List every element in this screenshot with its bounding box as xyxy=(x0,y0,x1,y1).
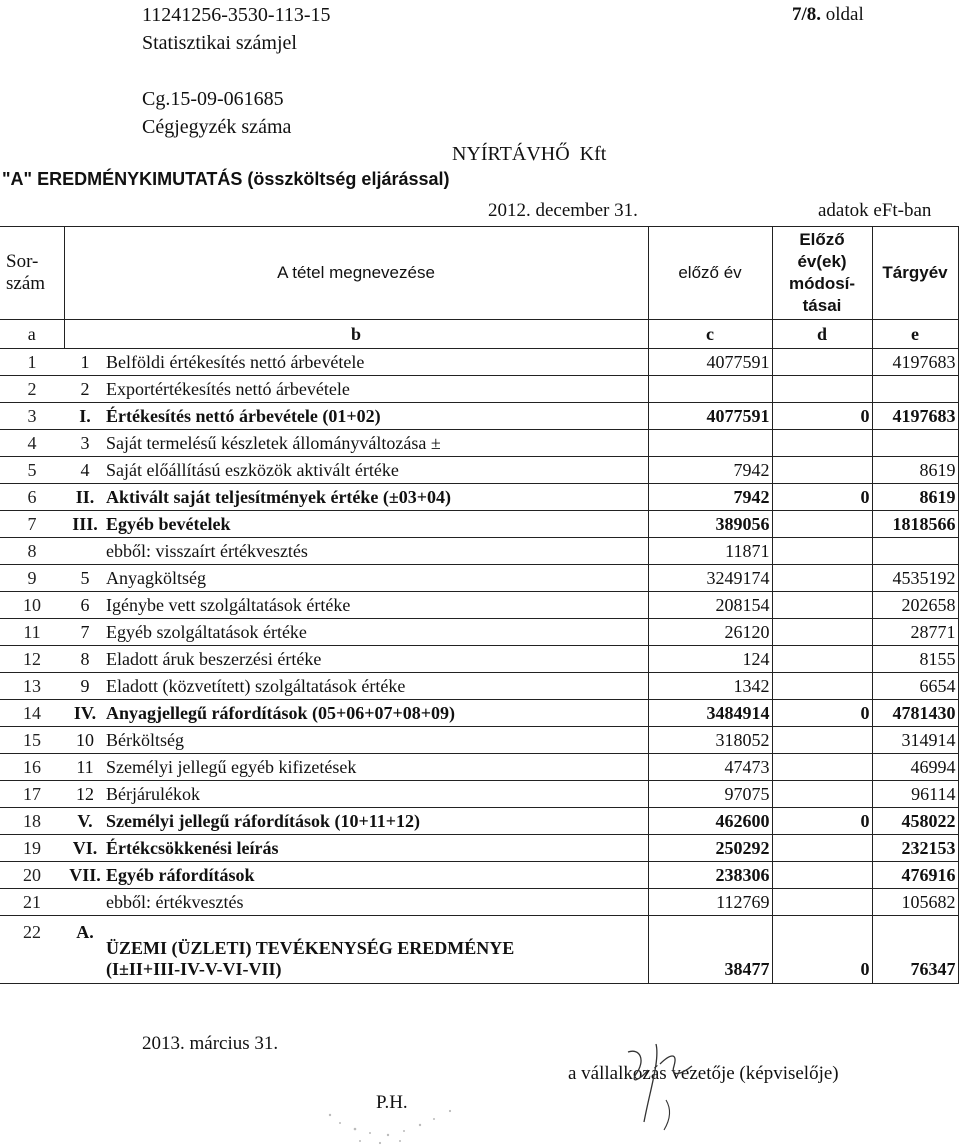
row-sorszam: 22 xyxy=(0,916,64,984)
row-item-number: V. xyxy=(64,808,106,835)
stat-label: Statisztikai számjel xyxy=(142,32,297,54)
table-row xyxy=(0,430,958,457)
row-sorszam: 15 xyxy=(0,727,64,754)
row-prev-year: 7942 xyxy=(648,457,772,484)
row-label: Értékcsökkenési leírás xyxy=(106,835,648,862)
row-prev-mod xyxy=(772,538,872,565)
row-item-number: 1 xyxy=(64,349,106,376)
row-item-number: 11 xyxy=(64,754,106,781)
table-row xyxy=(0,484,958,511)
row-sorszam: 10 xyxy=(0,592,64,619)
row-target-year: 4535192 xyxy=(872,565,958,592)
row-target-year: 4781430 xyxy=(872,700,958,727)
row-prev-year: 7942 xyxy=(648,484,772,511)
row-sorszam: 13 xyxy=(0,673,64,700)
table-row xyxy=(0,565,958,592)
row-prev-year: 112769 xyxy=(648,889,772,916)
income-statement-table xyxy=(0,226,959,984)
row-prev-mod xyxy=(772,835,872,862)
row-target-year: 96114 xyxy=(872,781,958,808)
row-prev-mod xyxy=(772,646,872,673)
table-header-row xyxy=(0,227,958,320)
row-prev-mod xyxy=(772,727,872,754)
row-sorszam: 11 xyxy=(0,619,64,646)
table-row xyxy=(0,727,958,754)
row-prev-year: 208154 xyxy=(648,592,772,619)
row-target-year: 6654 xyxy=(872,673,958,700)
row-prev-mod xyxy=(772,862,872,889)
row-prev-mod xyxy=(772,889,872,916)
row-target-year: 76347 xyxy=(872,916,958,984)
row-prev-mod: 0 xyxy=(772,484,872,511)
row-sorszam: 8 xyxy=(0,538,64,565)
row-item-number: 6 xyxy=(64,592,106,619)
row-item-number: 3 xyxy=(64,430,106,457)
row-target-year: 476916 xyxy=(872,862,958,889)
row-label: Saját előállítású eszközök aktivált értéke xyxy=(106,457,648,484)
row-label: ebből: visszaírt értékvesztés xyxy=(106,538,648,565)
letter-c: c xyxy=(648,320,772,349)
row-item-number: 12 xyxy=(64,781,106,808)
row-target-year xyxy=(872,538,958,565)
table-row xyxy=(0,592,958,619)
row-sorszam: 6 xyxy=(0,484,64,511)
row-prev-year: 97075 xyxy=(648,781,772,808)
row-sorszam: 12 xyxy=(0,646,64,673)
unit-label: adatok eFt-ban xyxy=(818,200,932,221)
row-sorszam: 16 xyxy=(0,754,64,781)
row-sorszam: 21 xyxy=(0,889,64,916)
row-sorszam: 9 xyxy=(0,565,64,592)
table-row xyxy=(0,538,958,565)
row-prev-year: 250292 xyxy=(648,835,772,862)
row-prev-year: 1342 xyxy=(648,673,772,700)
row-prev-mod xyxy=(772,349,872,376)
row-label: ebből: értékvesztés xyxy=(106,889,648,916)
header-sorszam: Sor- szám xyxy=(0,227,64,320)
row-target-year: 105682 xyxy=(872,889,958,916)
row-target-year: 4197683 xyxy=(872,349,958,376)
row-label: Eladott (közvetített) szolgáltatások értéke xyxy=(106,673,648,700)
row-sorszam: 5 xyxy=(0,457,64,484)
row-label: Belföldi értékesítés nettó árbevétele xyxy=(106,349,648,376)
reg-number: Cg.15-09-061685 xyxy=(142,88,284,110)
document-title: "A" EREDMÉNYKIMUTATÁS (összköltség eljárással) xyxy=(2,169,450,189)
table-row xyxy=(0,889,958,916)
row-target-year xyxy=(872,430,958,457)
letter-d: d xyxy=(772,320,872,349)
letter-a: a xyxy=(0,320,64,349)
row-sorszam: 2 xyxy=(0,376,64,403)
signature xyxy=(600,1030,740,1140)
row-prev-year: 4077591 xyxy=(648,349,772,376)
report-date: 2012. december 31. xyxy=(488,200,638,221)
table-row xyxy=(0,835,958,862)
row-prev-year: 238306 xyxy=(648,862,772,889)
row-target-year: 28771 xyxy=(872,619,958,646)
page-suffix: oldal xyxy=(825,4,864,25)
row-prev-mod xyxy=(772,781,872,808)
row-item-number: 8 xyxy=(64,646,106,673)
row-item-number xyxy=(64,538,106,565)
row-target-year: 202658 xyxy=(872,592,958,619)
table-body xyxy=(0,349,958,984)
row-label: Saját termelésű készletek állományváltozása ± xyxy=(106,430,648,457)
row-prev-mod xyxy=(772,673,872,700)
row-label: Anyagjellegű ráfordítások (05+06+07+08+09) xyxy=(106,700,648,727)
table-row xyxy=(0,781,958,808)
row-item-number: IV. xyxy=(64,700,106,727)
row-target-year: 8619 xyxy=(872,484,958,511)
row-prev-mod xyxy=(772,457,872,484)
header-prev-year: előző év xyxy=(648,227,772,320)
header-name: A tétel megnevezése xyxy=(64,227,648,320)
row-prev-mod xyxy=(772,754,872,781)
row-target-year: 8155 xyxy=(872,646,958,673)
row-label: Bérjárulékok xyxy=(106,781,648,808)
row-prev-year: 389056 xyxy=(648,511,772,538)
row-item-number: I. xyxy=(64,403,106,430)
row-item-number: VI. xyxy=(64,835,106,862)
row-sorszam: 20 xyxy=(0,862,64,889)
table-row xyxy=(0,700,958,727)
row-item-number: 10 xyxy=(64,727,106,754)
row-label: Személyi jellegű ráfordítások (10+11+12) xyxy=(106,808,648,835)
row-sorszam: 4 xyxy=(0,430,64,457)
row-item-number: A. xyxy=(64,916,106,984)
table-letter-row xyxy=(0,320,958,349)
table-row xyxy=(0,511,958,538)
row-target-year: 8619 xyxy=(872,457,958,484)
table-row xyxy=(0,673,958,700)
row-item-number: VII. xyxy=(64,862,106,889)
table-row xyxy=(0,619,958,646)
page-fraction: 7/8. xyxy=(792,4,822,25)
table-row xyxy=(0,349,958,376)
table-row xyxy=(0,862,958,889)
row-item-number: 4 xyxy=(64,457,106,484)
row-sorszam: 14 xyxy=(0,700,64,727)
row-label: Eladott áruk beszerzési értéke xyxy=(106,646,648,673)
row-target-year: 458022 xyxy=(872,808,958,835)
row-sorszam: 19 xyxy=(0,835,64,862)
row-prev-mod: 0 xyxy=(772,403,872,430)
reg-label: Cégjegyzék száma xyxy=(142,116,292,138)
row-sorszam: 18 xyxy=(0,808,64,835)
row-prev-year: 3249174 xyxy=(648,565,772,592)
row-prev-year: 124 xyxy=(648,646,772,673)
row-sorszam: 7 xyxy=(0,511,64,538)
row-target-year: 1818566 xyxy=(872,511,958,538)
stamp-imprint xyxy=(300,1095,480,1147)
row-sorszam: 1 xyxy=(0,349,64,376)
table-row xyxy=(0,457,958,484)
row-prev-year: 11871 xyxy=(648,538,772,565)
row-label-line2: (I±II+III-IV-V-VI-VII) xyxy=(106,959,282,979)
row-prev-mod xyxy=(772,511,872,538)
row-label: Igénybe vett szolgáltatások értéke xyxy=(106,592,648,619)
row-sorszam: 3 xyxy=(0,403,64,430)
row-prev-mod xyxy=(772,376,872,403)
header-target-year: Tárgyév xyxy=(872,227,958,320)
row-target-year: 4197683 xyxy=(872,403,958,430)
row-prev-year: 26120 xyxy=(648,619,772,646)
row-prev-year: 4077591 xyxy=(648,403,772,430)
row-prev-year: 462600 xyxy=(648,808,772,835)
table-row xyxy=(0,808,958,835)
row-item-number: 7 xyxy=(64,619,106,646)
row-label: Anyagköltség xyxy=(106,565,648,592)
row-prev-mod xyxy=(772,592,872,619)
row-item-number: 5 xyxy=(64,565,106,592)
header-prev-mod: Előző év(ek) módosí- tásai xyxy=(772,227,872,320)
table-row xyxy=(0,646,958,673)
row-item-number: III. xyxy=(64,511,106,538)
row-item-number xyxy=(64,889,106,916)
footer-date: 2013. március 31. xyxy=(142,1033,279,1054)
letter-b: b xyxy=(64,320,648,349)
row-item-number: 9 xyxy=(64,673,106,700)
row-sorszam: 17 xyxy=(0,781,64,808)
row-label xyxy=(106,916,648,984)
row-label-line1: ÜZEMI (ÜZLETI) TEVÉKENYSÉG EREDMÉNYE xyxy=(106,938,515,958)
row-item-number: II. xyxy=(64,484,106,511)
row-label: Személyi jellegű egyéb kifizetések xyxy=(106,754,648,781)
row-label: Aktivált saját teljesítmények értéke (±03+04) xyxy=(106,484,648,511)
letter-e: e xyxy=(872,320,958,349)
row-target-year xyxy=(872,376,958,403)
row-prev-mod xyxy=(772,430,872,457)
signatory-label: a vállalkozás vezetője (képviselője) xyxy=(568,1063,839,1084)
row-prev-mod xyxy=(772,619,872,646)
row-target-year: 46994 xyxy=(872,754,958,781)
row-prev-year: 38477 xyxy=(648,916,772,984)
row-prev-year xyxy=(648,376,772,403)
row-label: Bérköltség xyxy=(106,727,648,754)
table-row xyxy=(0,403,958,430)
row-target-year: 232153 xyxy=(872,835,958,862)
row-label: Egyéb ráfordítások xyxy=(106,862,648,889)
stamp-label: P.H. xyxy=(376,1092,408,1113)
table-row xyxy=(0,916,958,984)
row-prev-year: 3484914 xyxy=(648,700,772,727)
page-number xyxy=(792,4,864,26)
table-row xyxy=(0,376,958,403)
row-label: Exportértékesítés nettó árbevétele xyxy=(106,376,648,403)
stat-number: 11241256-3530-113-15 xyxy=(142,4,331,26)
row-label: Értékesítés nettó árbevétele (01+02) xyxy=(106,403,648,430)
row-target-year: 314914 xyxy=(872,727,958,754)
row-prev-mod: 0 xyxy=(772,700,872,727)
row-prev-mod xyxy=(772,565,872,592)
company-name: NYÍRTÁVHŐ Kft xyxy=(452,143,607,165)
row-label: Egyéb szolgáltatások értéke xyxy=(106,619,648,646)
table-row xyxy=(0,754,958,781)
row-prev-year: 47473 xyxy=(648,754,772,781)
row-item-number: 2 xyxy=(64,376,106,403)
row-prev-mod: 0 xyxy=(772,916,872,984)
row-prev-year xyxy=(648,430,772,457)
row-label: Egyéb bevételek xyxy=(106,511,648,538)
row-prev-mod: 0 xyxy=(772,808,872,835)
row-prev-year: 318052 xyxy=(648,727,772,754)
